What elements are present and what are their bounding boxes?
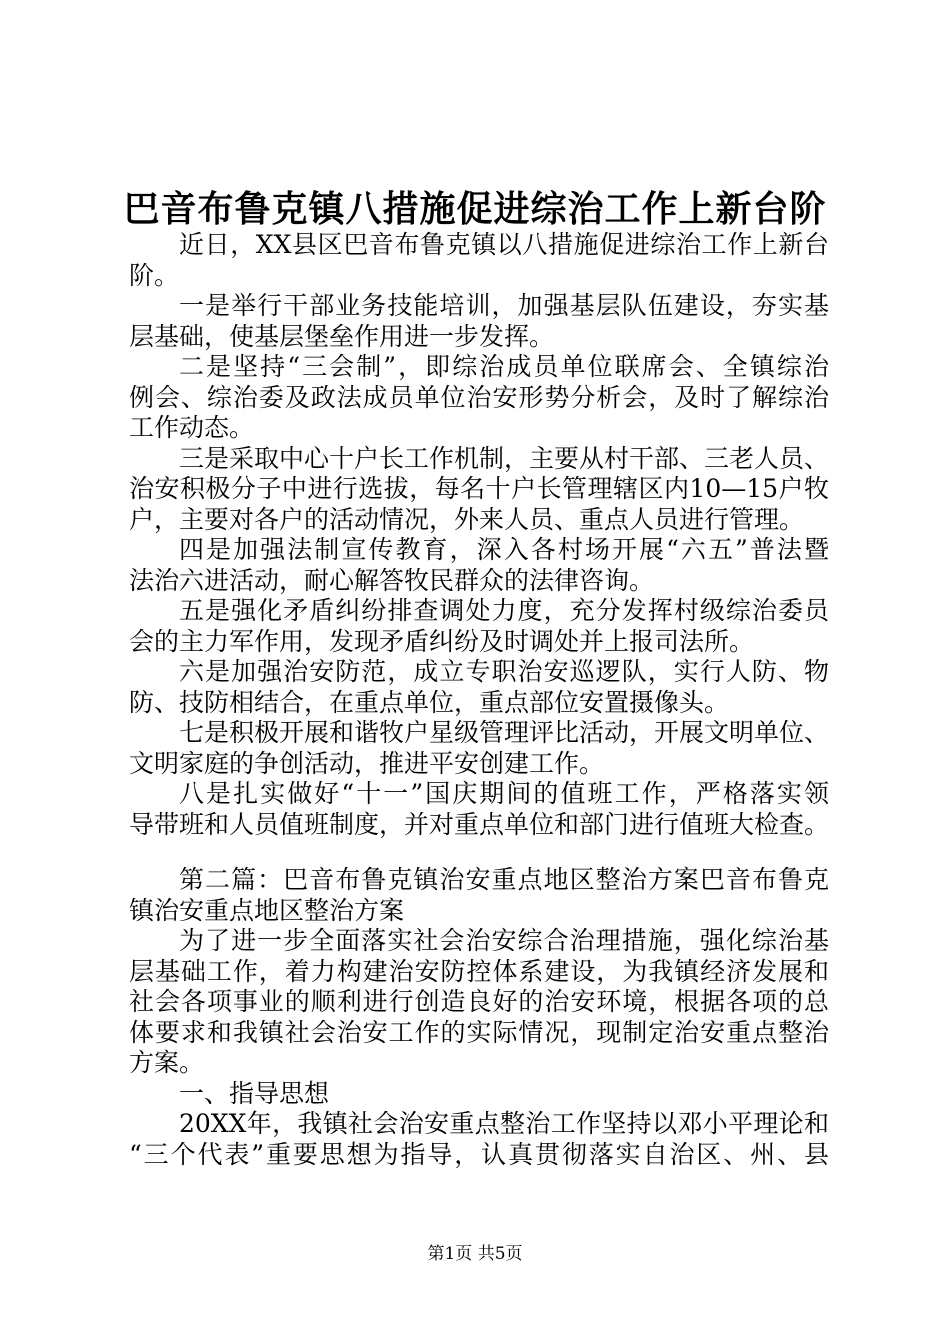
body-line-21: 第二篇：巴音布鲁克镇治安重点地区整治方案巴音布鲁克	[179, 865, 829, 894]
body-line-29: 20XX年，我镇社会治安重点整治工作坚持以邓小平理论和	[179, 1109, 829, 1138]
body-line-12: 法治六进活动，耐心解答牧民群众的法律咨询。	[129, 565, 655, 595]
body-line-18: 文明家庭的争创活动，推进平安创建工作。	[129, 748, 605, 778]
body-line-4: 层基础，使基层堡垒作用进一步发挥。	[129, 321, 555, 351]
body-line-26: 体要求和我镇社会治安工作的实际情况，现制定治安重点整治	[129, 1017, 829, 1047]
body-line-10: 户，主要对各户的活动情况，外来人员、重点人员进行管理。	[129, 504, 805, 534]
section-gap	[129, 840, 829, 865]
body-line-22: 镇治安重点地区整治方案	[129, 895, 405, 925]
body-line-5: 二是坚持“三会制”，即综治成员单位联席会、全镇综治	[179, 352, 829, 381]
body-line-17: 七是积极开展和谐牧户星级管理评比活动，开展文明单位、	[179, 718, 830, 747]
body-line-2: 阶。	[129, 260, 180, 290]
body-line-1: 近日，XX县区巴音布鲁克镇以八措施促进综治工作上新台	[179, 230, 829, 259]
document-title: 巴音布鲁克镇八措施促进综治工作上新台阶	[123, 188, 827, 230]
body-line-27: 方案。	[129, 1048, 205, 1077]
body-line-6: 例会、综治委及政法成员单位治安形势分析会，及时了解综治	[129, 382, 829, 412]
body-line-8: 三是采取中心十户长工作机制，主要从村干部、三老人员、	[179, 443, 830, 473]
body-line-9: 治安积极分子中进行选拔，每名十户长管理辖区内10—15户牧	[129, 474, 829, 503]
body-line-3: 一是举行干部业务技能培训，加强基层队伍建设，夯实基	[179, 291, 829, 320]
body-line-20: 导带班和人员值班制度，并对重点单位和部门进行值班大检查。	[129, 809, 830, 839]
document-body	[129, 230, 829, 1170]
page-footer: 第1页 共5页	[427, 1244, 523, 1264]
body-line-23: 为了进一步全面落实社会治安综合治理措施，强化综治基	[179, 926, 829, 955]
body-line-11: 四是加强法制宣传教育，深入各村场开展“六五”普法暨	[179, 535, 829, 564]
body-line-24: 层基础工作，着力构建治安防控体系建设，为我镇经济发展和	[129, 956, 829, 986]
body-line-7: 工作动态。	[129, 413, 255, 442]
body-line-16: 防、技防相结合，在重点单位，重点部位安置摄像头。	[129, 687, 730, 717]
body-line-13: 五是强化矛盾纠纷排查调处力度，充分发挥村级综治委员	[179, 596, 829, 625]
body-line-19: 八是扎实做好“十一”国庆期间的值班工作，严格落实领	[179, 779, 829, 808]
body-line-28: 一、指导思想	[179, 1078, 330, 1108]
body-line-14: 会的主力军作用，发现矛盾纠纷及时调处并上报司法所。	[129, 626, 755, 656]
body-line-25: 社会各项事业的顺利进行创造良好的治安环境，根据各项的总	[129, 987, 829, 1016]
body-line-15: 六是加强治安防范，成立专职治安巡逻队，实行人防、物	[179, 657, 829, 686]
body-line-30: “三个代表”重要思想为指导，认真贯彻落实自治区、州、县	[129, 1139, 829, 1169]
